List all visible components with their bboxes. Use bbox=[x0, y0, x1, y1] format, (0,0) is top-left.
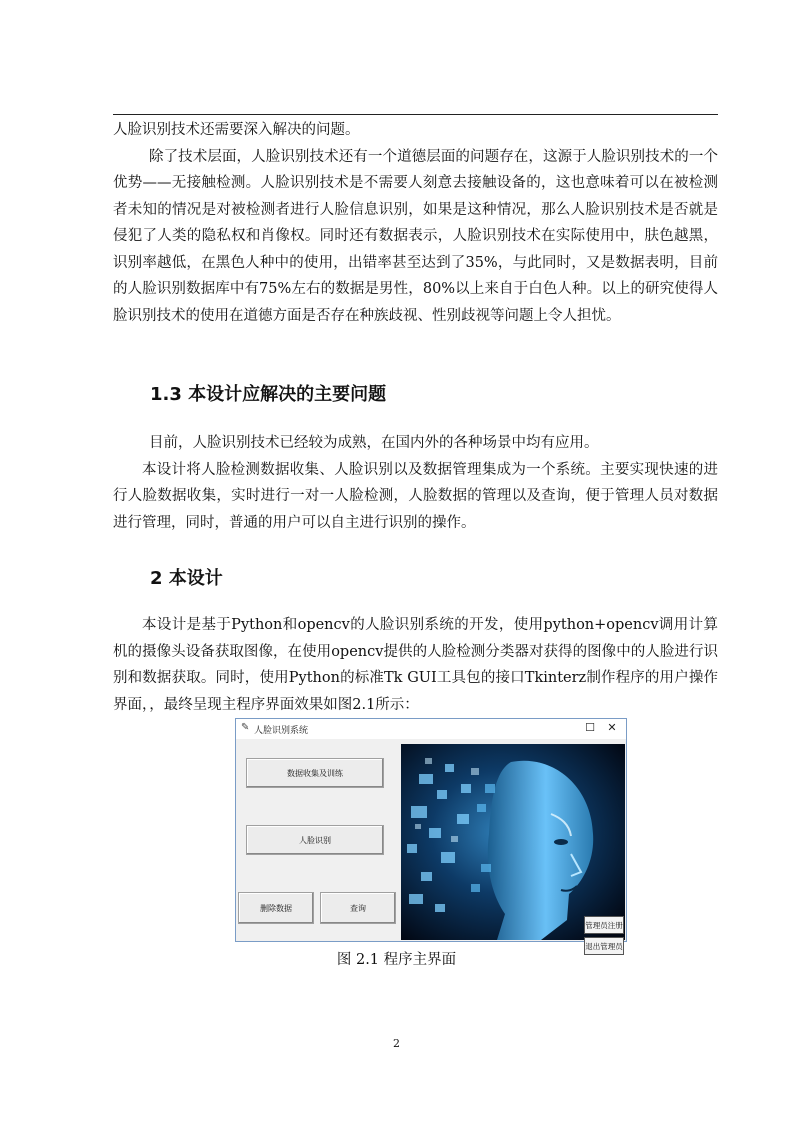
app-titlebar bbox=[236, 719, 626, 739]
figure-caption: 图 2.1 程序主界面 bbox=[336, 952, 457, 968]
maximize-icon[interactable]: ☐ bbox=[585, 721, 595, 734]
section-heading-1-3: 1.3 本设计应解决的主要问题 bbox=[150, 384, 387, 405]
feather-icon: ✎ bbox=[241, 722, 250, 733]
page-number: 2 bbox=[393, 1037, 400, 1050]
app-content bbox=[236, 739, 626, 951]
app-window-figure bbox=[235, 718, 627, 951]
admin-logout-button[interactable]: 退出管理员 bbox=[584, 937, 624, 955]
paragraph-implementation: 本设计是基于Python和opencv的人脸识别系统的开发，使用python+opencv调用计算机的摄像头设备获取图像，在使用opencv提供的人脸检测分类器对获得的图像中的人脸进行识别和数据获取。同时，使用Python的标准Tk GUI工具包的接口Tkinterz制作程序的用户操作界面，，最终呈现主程序界面效果如图2.1所示： bbox=[113, 617, 718, 713]
create-data-button[interactable]: 删除数据 bbox=[238, 892, 314, 924]
query-button[interactable]: 查询 bbox=[320, 892, 396, 924]
body-block-1 bbox=[113, 117, 718, 329]
face-recognition-button[interactable]: 人脸识别 bbox=[246, 825, 384, 855]
body-block-3 bbox=[113, 612, 718, 718]
admin-register-button[interactable]: 管理员注册 bbox=[584, 916, 624, 934]
paragraph-current-status: 目前，人脸识别技术已经较为成熟，在国内外的各种场景中均有应用。 bbox=[149, 435, 599, 451]
ai-head-image bbox=[401, 744, 625, 940]
data-collection-button[interactable]: 数据收集及训练 bbox=[246, 758, 384, 788]
app-title: 人脸识别系统 bbox=[254, 726, 309, 736]
ai-head-illustration bbox=[401, 744, 625, 940]
body-block-2 bbox=[113, 430, 718, 536]
section-heading-2: 2 本设计 bbox=[150, 568, 223, 589]
paragraph-design-goals: 本设计将人脸检测数据收集、人脸识别以及数据管理集成为一个系统。主要实现快速的进行人脸数据收集，实时进行一对一人脸检测，人脸数据的管理以及查询，便于管理人员对数据进行管理，同时，普通的用户可以自主进行识别的操作。 bbox=[113, 461, 718, 531]
paragraph-ethics: 除了技术层面，人脸识别技术还有一个道德层面的问题存在，这源于人脸识别技术的一个优势——无接触检测。人脸识别技术是不需要人刻意去接触设备的，这也意味着可以在被检测者未知的情况是对被检测者进行人脸信息识别，如果是这种情况，那么人脸识别技术是否就是侵犯了人类的隐私权和肖像权。同时还有数据表示，人脸识别技术在实际使用中，肤色越黑，识别率越低，在黑色人种中的使用，出错率甚至达到了35%，与此同时，又是数据表明，目前的人脸识别数据库中有75%左右的数据是男性，80%以上来自于白色人种。以上的研究使得人脸识别技术的使用在道德方面是否存在种族歧视、性别歧视等问题上令人担忧。 bbox=[113, 148, 718, 324]
header-rule bbox=[113, 114, 718, 115]
close-icon[interactable]: ✕ bbox=[607, 721, 617, 734]
paragraph-continuation: 人脸识别技术还需要深入解决的问题。 bbox=[113, 122, 360, 138]
